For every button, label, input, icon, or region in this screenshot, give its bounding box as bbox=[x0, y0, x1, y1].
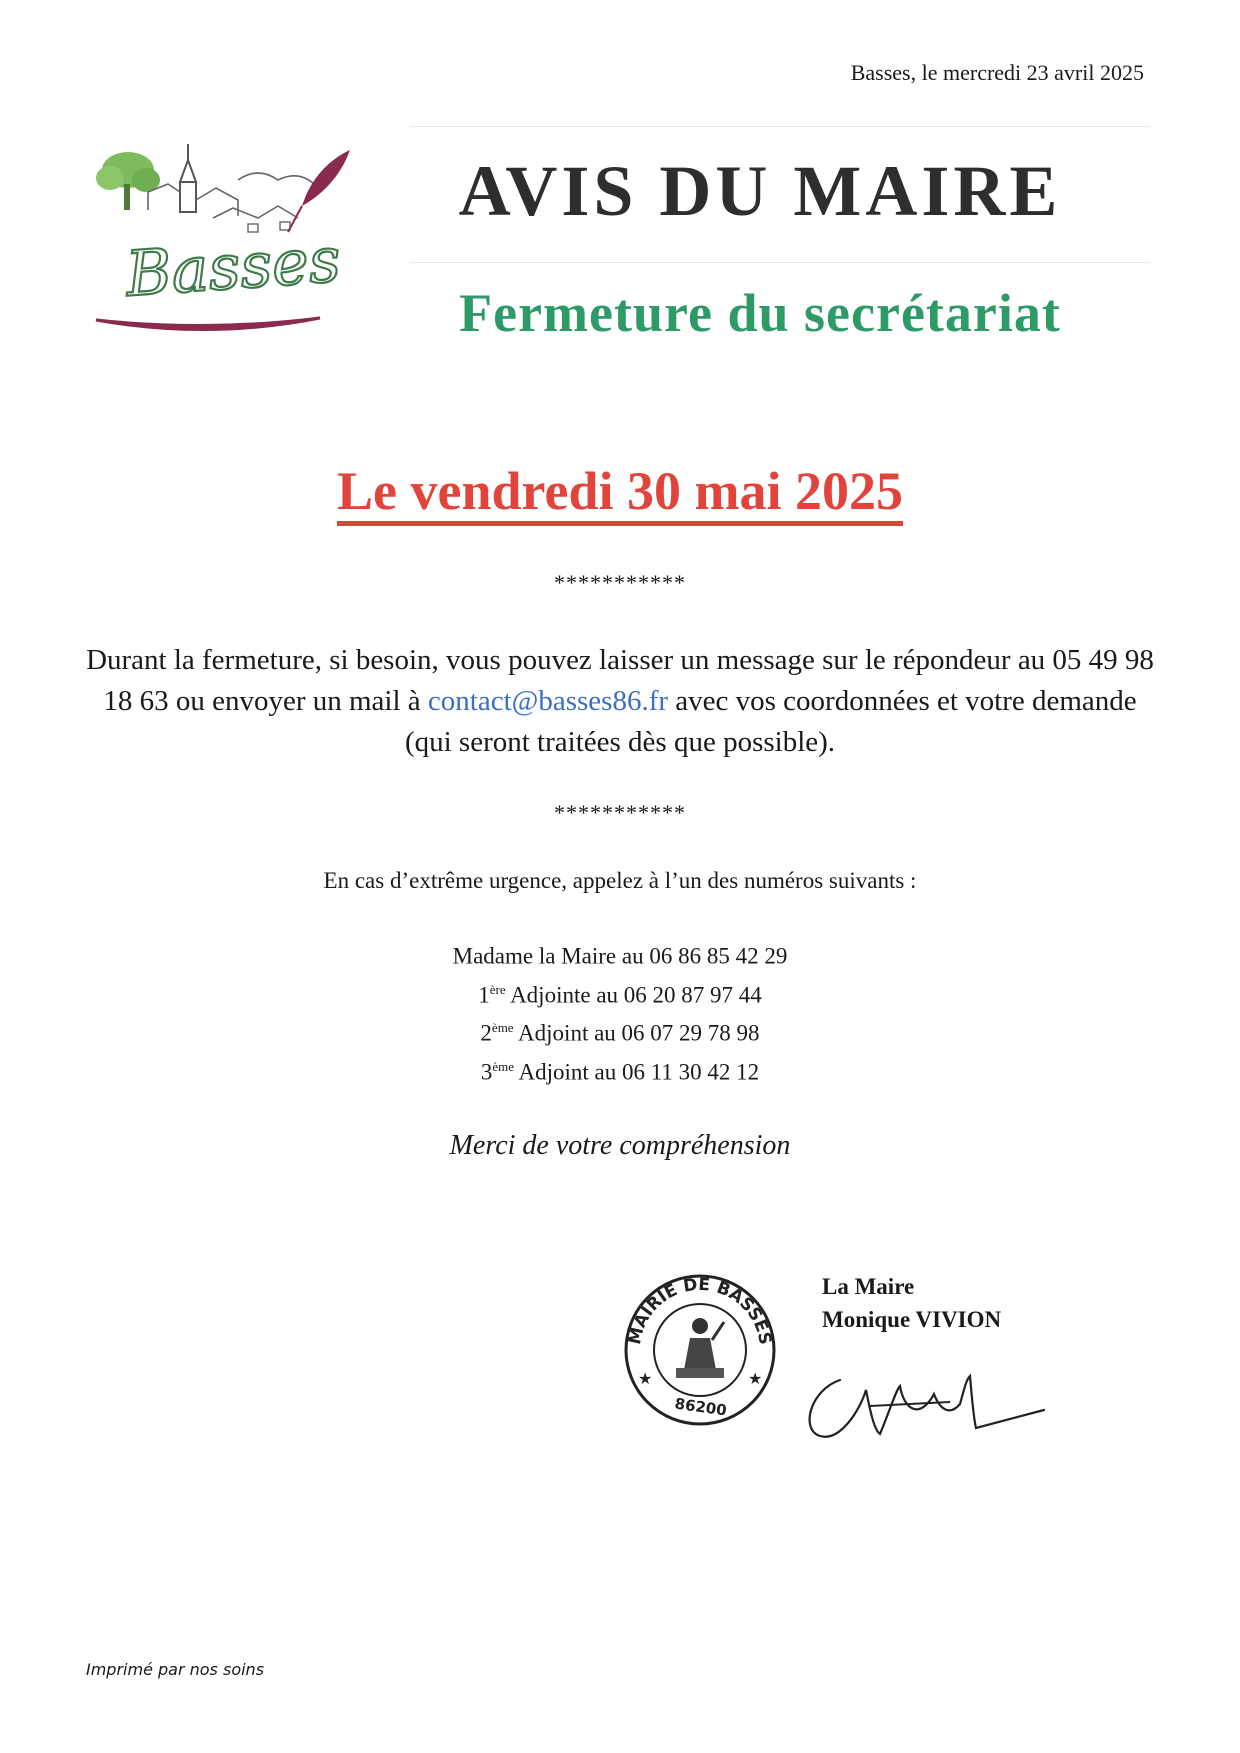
signatory bbox=[822, 1270, 1001, 1336]
logo-wordmark: Basses bbox=[123, 222, 343, 311]
contact-item: 3ème Adjoint au 06 11 30 42 12 bbox=[480, 1058, 760, 1085]
village-quill-logo-icon bbox=[88, 140, 398, 350]
urgency-intro: En cas d’extrême urgence, appelez à l’un des numéros suivants : bbox=[323, 868, 917, 893]
town-hall-seal-icon bbox=[620, 1270, 780, 1430]
svg-text:★: ★ bbox=[748, 1371, 763, 1388]
svg-text:86200: 86200 bbox=[673, 1394, 728, 1420]
contact-item: 1ère Adjointe au 06 20 87 97 44 bbox=[478, 981, 762, 1008]
signatory-name: Monique VIVION bbox=[822, 1307, 1002, 1332]
message-paragraph bbox=[80, 640, 1160, 763]
message-text-before: Durant la fermeture, si besoin, vous pouvez laisser un message sur le répondeur au 05 49 98 18 63 ou envoyer un mail à bbox=[86, 644, 1154, 717]
header-divider-top bbox=[410, 126, 1150, 127]
svg-text:MAIRIE DE BASSES: MAIRIE DE BASSES bbox=[624, 1274, 775, 1347]
thanks-text: Merci de votre compréhension bbox=[449, 1130, 791, 1161]
contact-item: 2ème Adjoint au 06 07 29 78 98 bbox=[480, 1020, 760, 1046]
contact-item: Madame la Maire au 06 86 85 42 29 bbox=[452, 943, 788, 969]
separator: *********** bbox=[554, 570, 686, 595]
email-link[interactable]: contact@basses86.fr bbox=[427, 685, 669, 717]
closing-date-text: Le vendredi 30 mai 2025 bbox=[337, 462, 903, 526]
message-text-after: avec vos coordonnées et votre demande (qui seront traitées dès que possible). bbox=[404, 685, 1137, 758]
handwritten-signature-icon bbox=[800, 1350, 1045, 1460]
svg-text:★: ★ bbox=[638, 1371, 653, 1388]
footer-note: Imprimé par nos soins bbox=[86, 1660, 265, 1679]
closing-date bbox=[0, 460, 1240, 526]
separator: *********** bbox=[554, 800, 686, 825]
page-subtitle: Fermeture du secrétariat bbox=[459, 283, 1061, 343]
contact-list bbox=[0, 934, 1240, 1089]
signatory-role: La Maire bbox=[822, 1274, 915, 1299]
document-date: Basses, le mercredi 23 avril 2025 bbox=[850, 60, 1144, 85]
header-divider-bottom bbox=[410, 262, 1150, 263]
page-title: AVIS DU MAIRE bbox=[458, 151, 1062, 231]
